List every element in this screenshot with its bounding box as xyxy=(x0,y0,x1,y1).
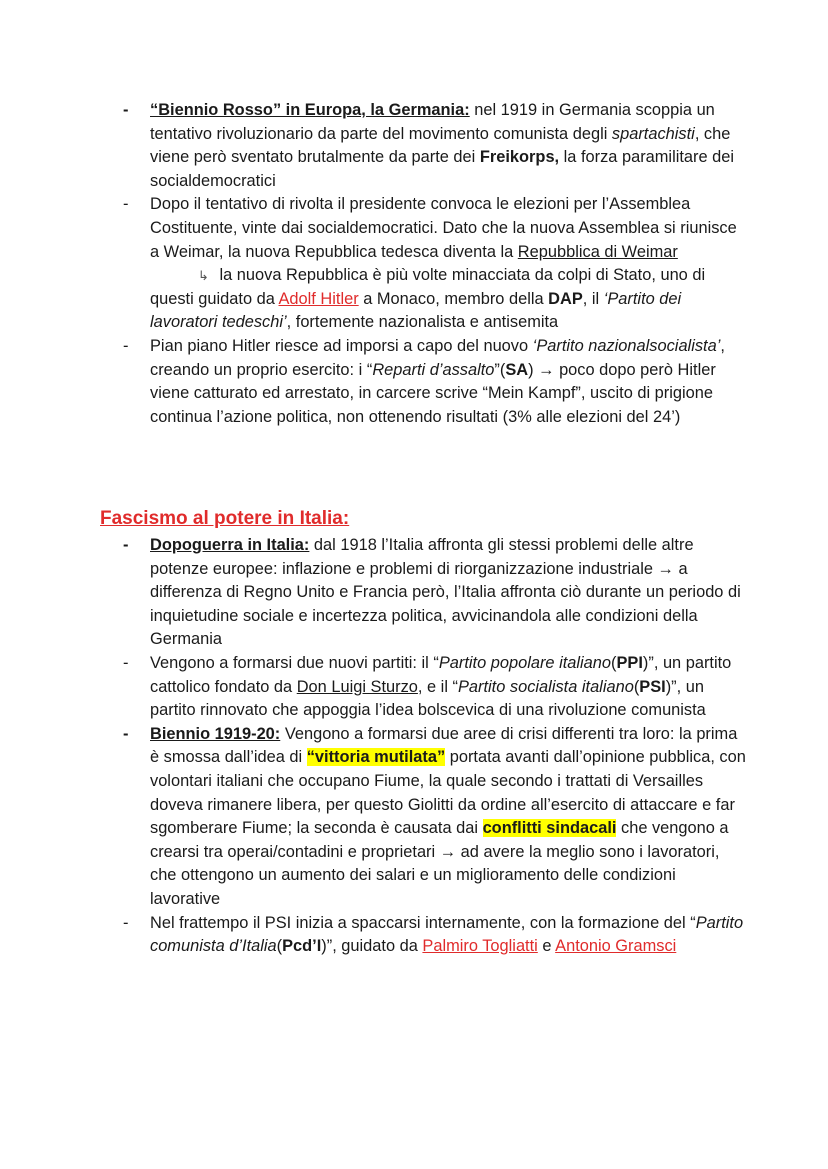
germany-bullet-list xyxy=(0,99,828,429)
sub-point: ↳ la nuova Repubblica è più volte minacciata da colpi di Stato, uno di questi guidato da Adolf Hitler a Monaco, membro della DAP, il ‘Partito dei lavoratori tedeschi’, fortemente nazionalista e antisemita xyxy=(150,266,706,332)
return-arrow-icon: ↳ xyxy=(198,268,209,284)
bullet-dash: - xyxy=(123,913,129,932)
list-item: - Pian piano Hitler riesce ad imporsi a capo del nuovo ‘Partito nazionalsocialista’, creando un proprio esercito: i “Reparti d’assalto”(SA) → poco dopo però Hitler viene catturato ed arrestato, in carcere scrive “Mein Kampf”, uscito di prigione continua l’azione politica, non ottenendo risultati (3% alle elezioni del 24’) xyxy=(123,336,725,426)
bullet-dash: - xyxy=(123,653,129,672)
list-item: - Dopo il tentativo di rivolta il presidente convoca le elezioni per l’Assemblea Costituente, vinte dai socialdemocratici. Dato che la nuova Assemblea si riunisce a Weimar, la nuova Repubblica tedesca diventa la Repubblica di Weimar ↳ la nuova Repubblica è più volte minacciata da colpi di Stato, uno di questi guidato da Adolf Hitler a Monaco, membro della DAP, il ‘Partito dei lavoratori tedeschi’, fortemente nazionalista e antisemita xyxy=(0,193,828,335)
list-item: - Vengono a formarsi due nuovi partiti: il “Partito popolare italiano(PPI)”, un partito cattolico fondato da Don Luigi Sturzo, e il “Partito socialista italiano(PSI)”, un partito rinnovato che appoggia l’idea bolscevica di una rivoluzione comunista xyxy=(123,653,732,720)
weimar-term: Repubblica di Weimar xyxy=(517,242,678,261)
item-heading: Dopoguerra in Italia: xyxy=(150,536,310,554)
bullet-dash: - xyxy=(123,536,129,554)
item-heading: “Biennio Rosso” in Europa, la Germania: xyxy=(150,101,470,119)
list-item: - “Biennio Rosso” in Europa, la Germania: nel 1919 in Germania scoppia un tentativo rivoluzionario da parte del movimento comunista degli spartachisti, che viene però sventato brutalmente da parte dei Freikorps, la forza paramilitare dei socialdemocratici xyxy=(123,101,735,190)
togliatti-link[interactable]: Palmiro Togliatti xyxy=(422,937,538,956)
list-item: - Dopoguerra in Italia: dal 1918 l’Italia affronta gli stessi problemi delle altre potenze europee: inflazione e problemi di riorganizzazione industriale → a differenza di Regno Unito e Francia però, l’Italia affronta ciò durante un periodo di inquietudine sociale e incertezza politica, avvicinandola alle condizioni della Germania xyxy=(123,536,741,649)
bullet-dash: - xyxy=(123,336,129,355)
item-heading: Biennio 1919-20: xyxy=(150,724,281,743)
gramsci-link[interactable]: Antonio Gramsci xyxy=(555,937,677,956)
section-title: Fascismo al potere in Italia: xyxy=(100,508,350,529)
bullet-dash: - xyxy=(123,724,129,743)
italy-bullet-list xyxy=(0,534,828,959)
bullet-dash: - xyxy=(123,195,129,214)
hitler-link[interactable]: Adolf Hitler xyxy=(278,289,359,308)
highlight-conflitti: conflitti sindacali xyxy=(482,819,617,838)
bullet-dash: - xyxy=(123,101,129,119)
list-item: - Nel frattempo il PSI inizia a spaccarsi internamente, con la formazione del “Partito comunista d’Italia(Pcd’I)”, guidato da Palmiro Togliatti e Antonio Gramsci xyxy=(123,913,744,956)
highlight-vittoria: “vittoria mutilata” xyxy=(306,748,446,767)
sturzo-term: Don Luigi Sturzo xyxy=(296,677,418,696)
list-item: - Biennio 1919-20: Vengono a formarsi due aree di crisi differenti tra loro: la prima è smossa dall’idea di “vittoria mutilata” portata avanti dall’opinione pubblica, con volontari italiani che occupano Fiume, la quale secondo i trattati di Versailles doveva rimanere libera, per questo Giolitti da ordine all’esercito di attaccare e far sgomberare Fiume; la seconda è causata dai conflitti sindacali che vengono a crearsi tra operai/contadini e proprietari → ad avere la meglio sono i lavoratori, che ottengono un aumento dei salari e un miglioramento delle condizioni lavorative xyxy=(123,724,746,908)
